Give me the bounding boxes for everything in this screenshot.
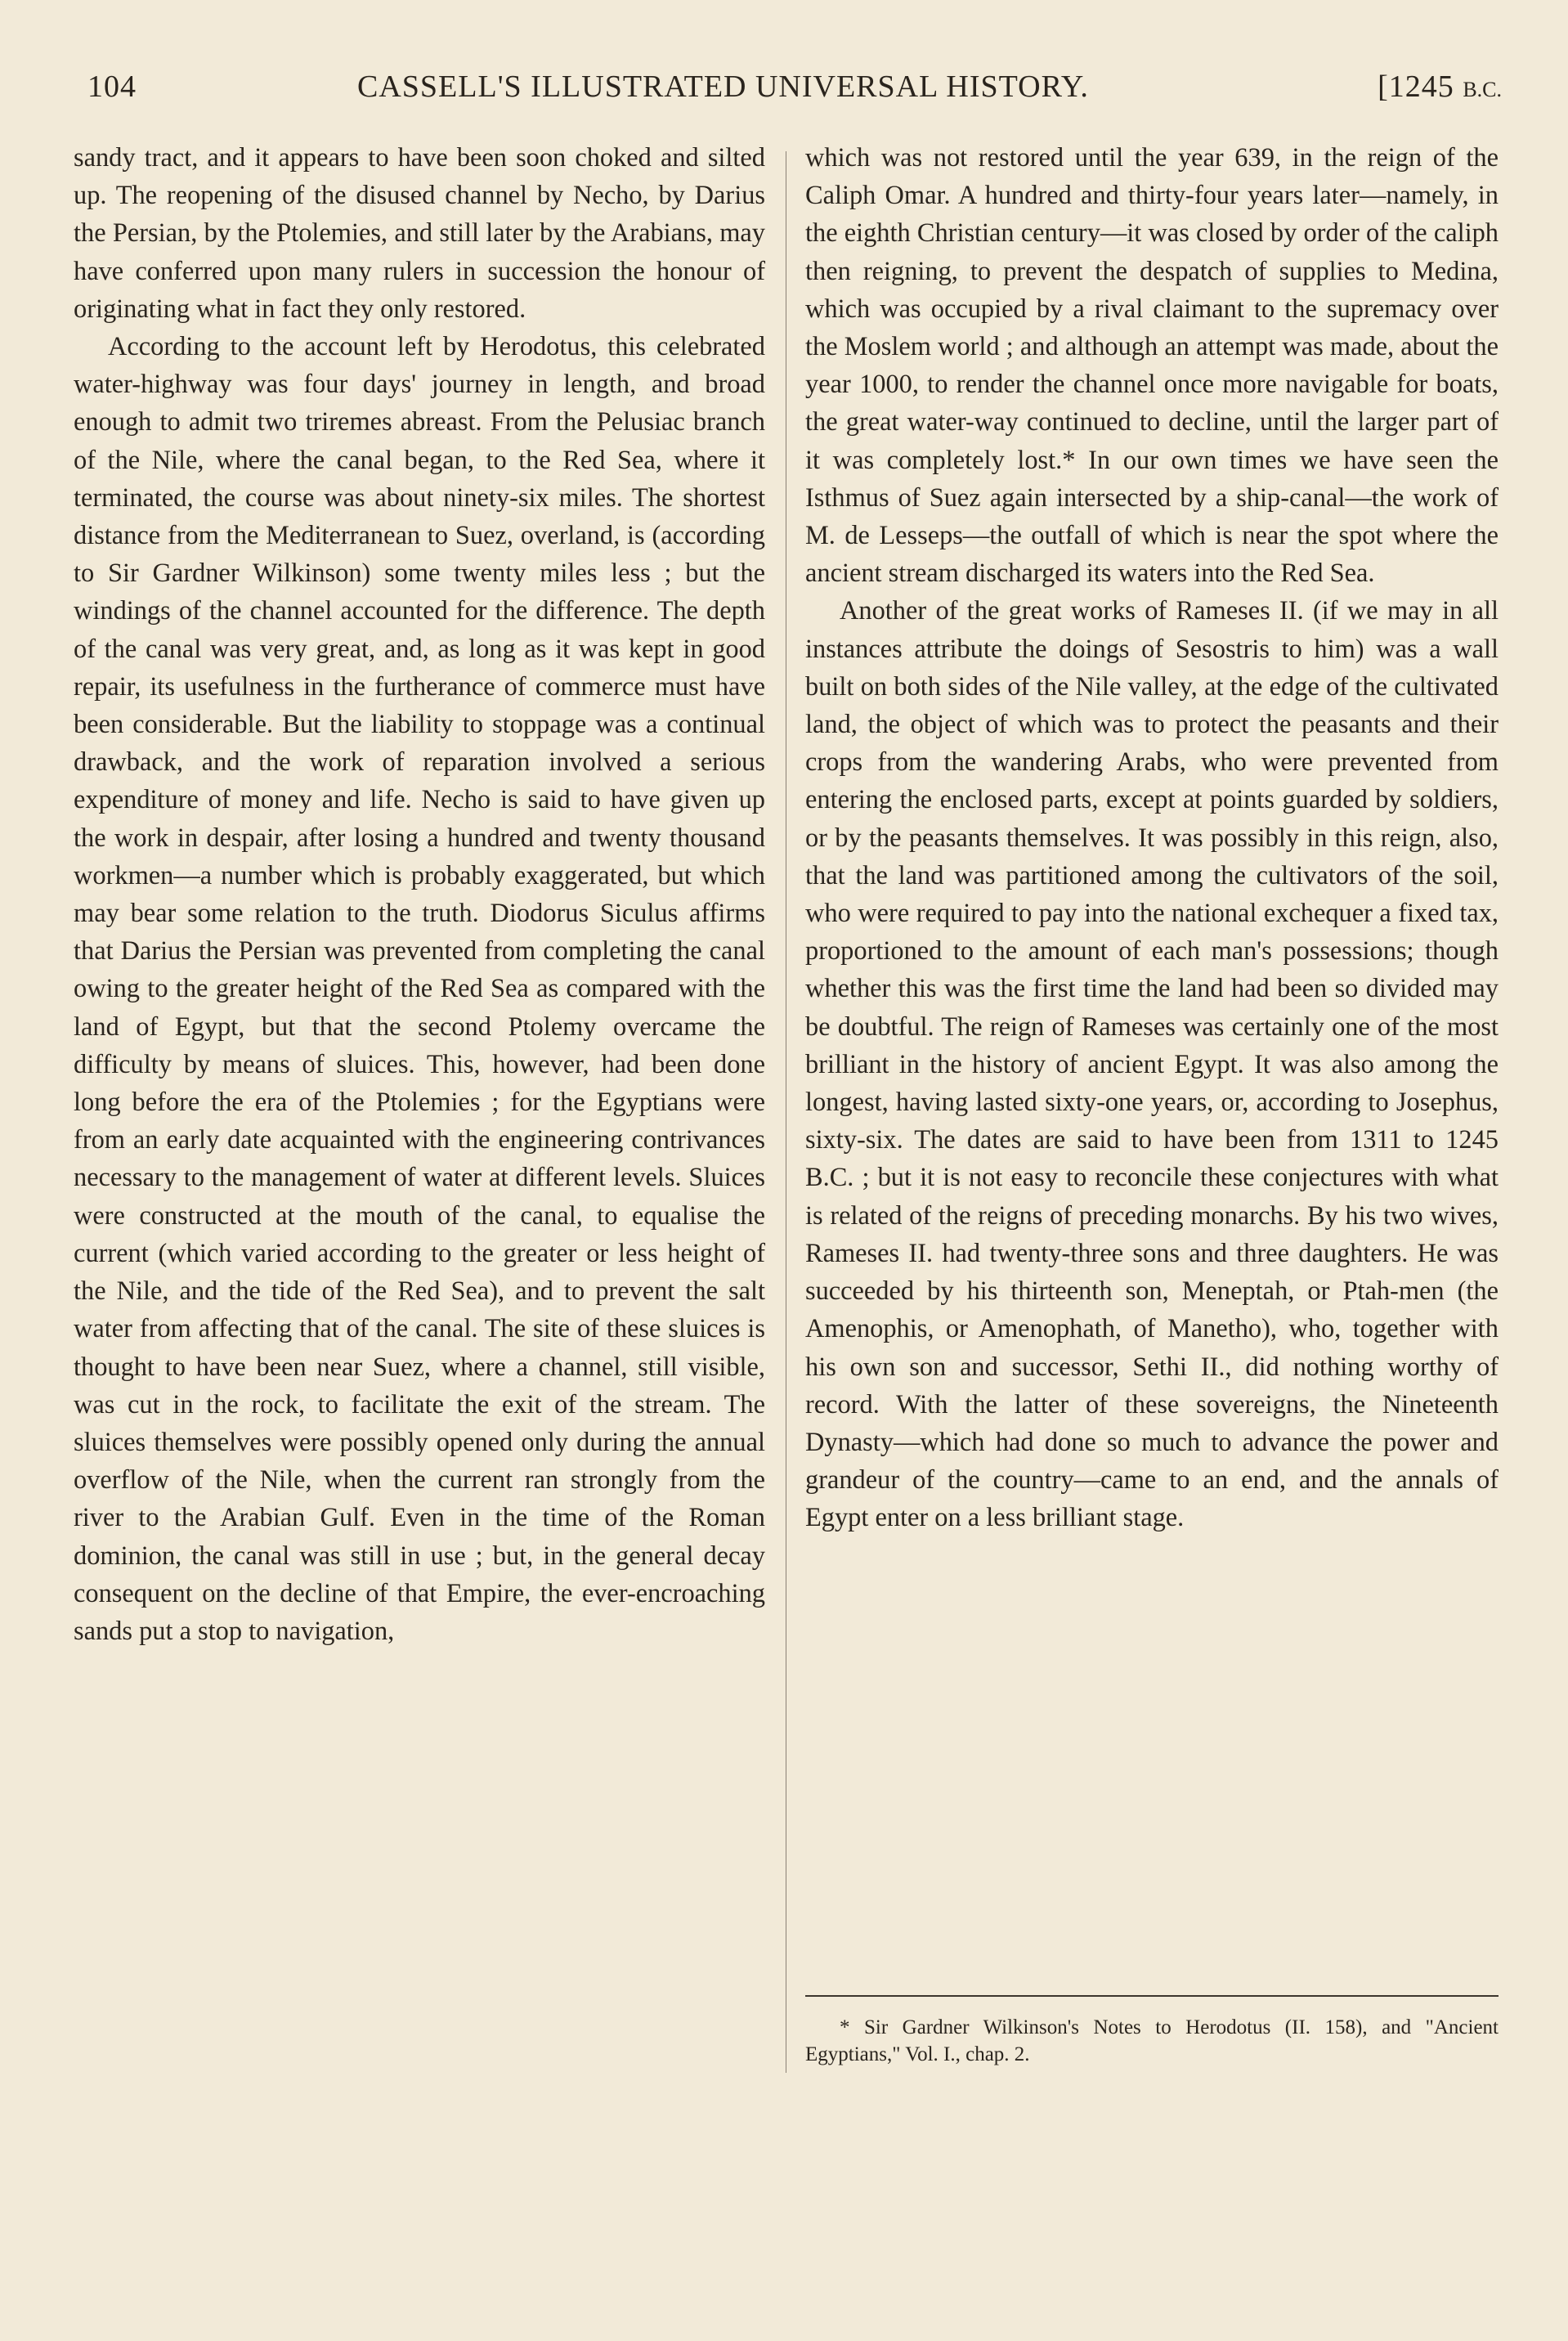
page-number: 104 (87, 70, 137, 104)
date-era: B.C. (1463, 78, 1502, 101)
running-title: CASSELL'S ILLUSTRATED UNIVERSAL HISTORY. (357, 70, 1089, 104)
paragraph: which was not restored until the year 639, in the reign of the Caliph Omar. A hundred and thirty-four years later—namely, in the eighth Christian century—it was closed by order of the caliph then reigning, to prevent the despatch of supplies to Medina, which was occupied by a rival claimant to the supremacy over the Moslem world ; and although an attempt was made, about the year 1000, to render the channel once more navigable for boats, the great water-way continued to decline, until the larger part of it was completely lost.* In our own times we have seen the Isthmus of Suez again intersected by a ship-canal—the work of M. de Lesseps—the outfall of which is near the spot where the ancient stream discharged its waters into the Red Sea. (805, 143, 1499, 589)
left-column (74, 139, 765, 1650)
paragraph: According to the account left by Herodotus, this celebrated water-highway was four days' journey in length, and broad enough to admit two triremes abreast. From the Pelusiac branch of the Nile, where the canal began, to the Red Sea, where it terminated, the course was about ninety-six miles. The shortest distance from the Mediterranean to Suez, overland, is (according to Sir Gardner Wilkinson) some twenty miles less ; but the windings of the channel accounted for the difference. The depth of the canal was very great, and, as long as it was kept in good repair, its usefulness in the furtherance of commerce must have been considerable. But the liability to stoppage was a continual drawback, and the work of reparation involved a serious expenditure of money and life. Necho is said to have given up the work in despair, after losing a hundred and twenty thousand workmen—a number which is probably exaggerated, but which may bear some relation to the truth. Diodorus Siculus affirms that Darius the Persian was prevented from completing the canal owing to the greater height of the Red Sea as compared with the land of Egypt, but that the second Ptolemy overcame the difficulty by means of sluices. This, however, had been done long before the era of the Ptolemies ; for the Egyptians were from an early date acquainted with the engineering contrivances necessary to the management of water at different levels. Sluices were constructed at the mouth of the canal, to equalise the current (which varied according to the greater or less height of the Nile, and the tide of the Red Sea), and to prevent the salt water from affecting that of the canal. The site of these sluices is thought to have been near Suez, where a channel, still visible, was cut in the rock, to facilitate the exit of the stream. The sluices themselves were possibly opened only during the annual overflow of the Nile, when the current ran strongly from the river to the Arabian Gulf. Even in the time of the Roman dominion, the canal was still in use ; but, in the general decay consequent on the decline of that Empire, the ever-encroaching sands put a stop to navigation, (74, 332, 765, 1646)
paragraph: Another of the great works of Rameses II. (if we may in all instances attribute the doings of Sesostris to him) was a wall built on both sides of the Nile valley, at the edge of the cultivated land, the object of which was to protect the peasants and their crops from the wandering Arabs, who were prevented from entering the enclosed parts, except at points guarded by soldiers, or by the peasants themselves. It was possibly in this reign, also, that the land was partitioned among the cultivators of the soil, who were required to pay into the national exchequer a fixed tax, proportioned to the amount of each man's possessions; though whether this was the first time the land had been so divided may be doubtful. The reign of Rameses was certainly one of the most brilliant in the history of ancient Egypt. It was also among the longest, having lasted sixty-one years, or, according to Josephus, sixty-six. The dates are said to have been from 1311 to 1245 B.C. ; but it is not easy to reconcile these conjectures with what is related of the reigns of preceding monarchs. By his two wives, Rameses II. had twenty-three sons and three daughters. He was succeeded by his thirteenth son, Meneptah, or Ptah-men (the Amenophis, or Amenophath, of Manetho), who, together with his own son and successor, Sethi II., did nothing worthy of record. With the latter of these sovereigns, the Nineteenth Dynasty—which had done so much to advance the power and grandeur of the country—came to an end, and the annals of Egypt enter on a less brilliant stage. (805, 596, 1499, 1533)
right-column (805, 139, 1499, 1537)
date-year: [1245 (1378, 70, 1454, 104)
paragraph: sandy tract, and it appears to have been soon choked and silted up. The reopening of the disused channel by Necho, by Darius the Persian, by the Ptolemies, and still later by the Arabians, may have conferred upon many rulers in succession the honour of originating what in fact they only restored. (74, 143, 765, 324)
footnote-divider (805, 1995, 1499, 1997)
footnote: * Sir Gardner Wilkinson's Notes to Herodotus (II. 158), and "Ancient Egyptians," Vol. I., chap. 2. (805, 2016, 1499, 2065)
date-marker (1378, 69, 1502, 105)
running-header (87, 69, 1502, 118)
